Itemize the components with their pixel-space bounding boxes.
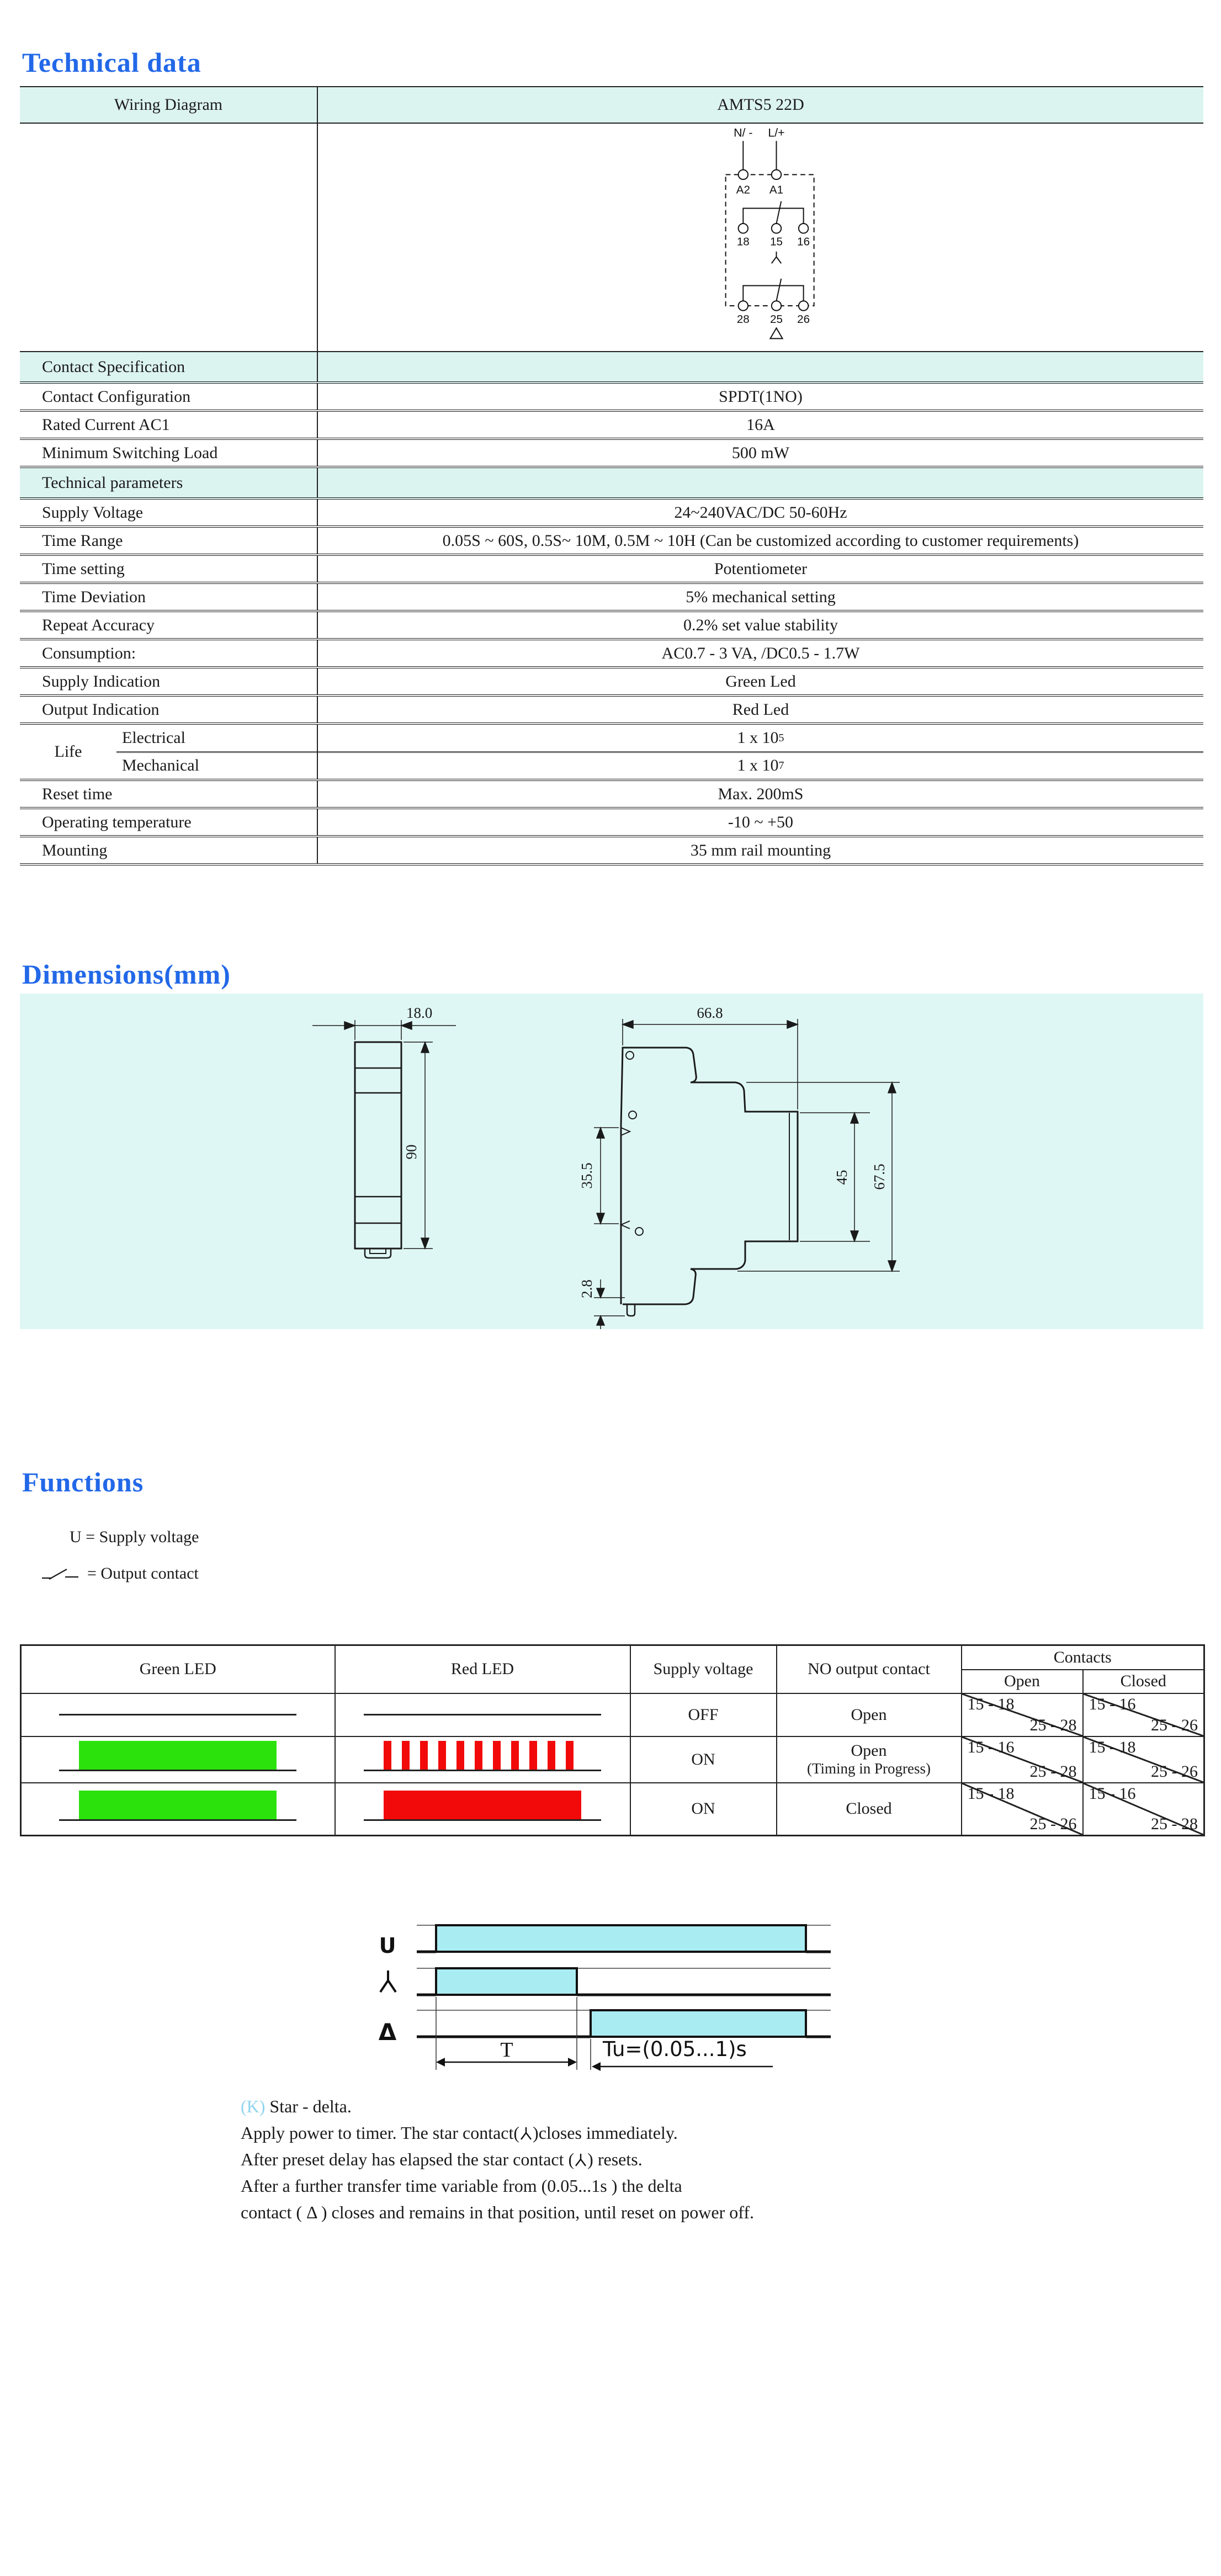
l-terminal-label: L/+ [768, 127, 785, 140]
table-row [20, 584, 1203, 612]
star-symbol-icon [574, 2152, 587, 2168]
contact-pair: 15 - 16 [1089, 1784, 1136, 1803]
side-inner-depth-dim: 45 [834, 1170, 850, 1185]
green-led-off-cell [21, 1693, 335, 1736]
contacts-closed-header: Closed [1083, 1670, 1204, 1693]
table-row [20, 612, 1203, 640]
row-value: 24~240VAC/DC 50-60Hz [674, 503, 847, 522]
red-led-off-cell [335, 1693, 630, 1736]
green-led-on-cell [21, 1783, 335, 1836]
led-off-line [364, 1714, 601, 1715]
green-led-header: Green LED [21, 1645, 335, 1693]
contact-symbol-icon [41, 1565, 79, 1582]
row-value: -10 ~ +50 [728, 812, 794, 831]
t16-label: 16 [797, 235, 810, 248]
supply-voltage-cell: OFF [630, 1693, 777, 1736]
life-row [20, 725, 1203, 781]
terminal-26 [799, 301, 808, 310]
row-label: Supply Voltage [20, 500, 318, 525]
t-delay-label: T [500, 2038, 513, 2062]
contacts-closed-cell [1083, 1736, 1204, 1783]
value-base: 1 x 10 [737, 756, 779, 775]
life-label: Life [54, 742, 82, 761]
contacts-closed-cell [1083, 1693, 1204, 1736]
contact-pair: 25 - 28 [1029, 1762, 1077, 1781]
red-led-header: Red LED [335, 1645, 630, 1693]
delta-symbol-icon [770, 328, 782, 338]
table-row [20, 440, 1203, 468]
contact-pair: 15 - 16 [1089, 1695, 1136, 1713]
row-label: Repeat Accuracy [20, 612, 318, 638]
contact-pair: 15 - 18 [967, 1784, 1015, 1803]
table-row [20, 87, 1203, 124]
functions-header-row1 [21, 1645, 1204, 1670]
led-baseline [59, 1819, 296, 1821]
contact-pair: 15 - 18 [1089, 1738, 1136, 1756]
row-value: 5% mechanical setting [686, 587, 836, 606]
table-row [20, 809, 1203, 837]
technical-data-table [20, 86, 1203, 865]
terminal-a2 [739, 170, 748, 179]
side-outer-depth-dim: 67.5 [871, 1164, 888, 1190]
life-values [318, 725, 1203, 779]
function-name: Star - delta. [269, 2096, 352, 2116]
description-line [241, 2093, 1102, 2120]
terminal-a1 [772, 170, 781, 179]
empty-cell [20, 124, 318, 351]
section-row [20, 352, 1203, 384]
contact-pair: 15 - 18 [967, 1695, 1015, 1713]
contact-pair: 25 - 26 [1151, 1715, 1198, 1734]
terminal-18 [739, 224, 748, 233]
side-width-dim: 66.8 [697, 1005, 723, 1021]
table-row [20, 640, 1203, 668]
led-baseline [364, 1770, 601, 1771]
dimensions-drawing-box [20, 994, 1203, 1329]
terminal-16 [799, 224, 808, 233]
row-label: Output Indication [20, 697, 318, 723]
contact1-blade [777, 201, 782, 224]
supply-voltage-cell: ON [630, 1783, 777, 1836]
row-label: Minimum Switching Load [20, 440, 318, 466]
life-left-cell [20, 725, 318, 779]
wiring-diagram-cell [318, 124, 1203, 351]
description-text: After preset delay has elapsed the star contact ( [241, 2149, 575, 2169]
row-value: Potentiometer [714, 559, 808, 578]
functions-heading: Functions [22, 1467, 144, 1497]
row-value: Green Led [725, 672, 796, 691]
no-output-cell: Closed [777, 1783, 962, 1836]
dimension-drawings [20, 994, 1203, 1329]
contact2-wires [743, 286, 803, 301]
timing-diagram [353, 1903, 850, 2085]
row-value: 500 mW [731, 443, 790, 462]
star-symbol-icon [519, 2126, 533, 2141]
table-row [20, 412, 1203, 440]
front-width-dim: 18.0 [406, 1005, 433, 1021]
u-pulse [436, 1925, 806, 1952]
table-row [20, 384, 1203, 412]
wiring-diagram-row [20, 124, 1203, 352]
supply-voltage-header: Supply voltage [630, 1645, 777, 1693]
contacts-closed-cell [1083, 1783, 1204, 1836]
contacts-open-cell [962, 1783, 1083, 1836]
row-value: Red Led [732, 700, 789, 719]
description-line: contact ( Δ ) closes and remains in that position, until reset on power off. [241, 2202, 754, 2222]
life-electrical-label: Electrical [116, 725, 317, 753]
section-row [20, 468, 1203, 500]
contacts-header: Contacts [962, 1645, 1204, 1670]
description-line: After a further transfer time variable from (0.05...1s ) the delta [241, 2176, 682, 2196]
row-label: Supply Indication [20, 668, 318, 694]
led-baseline [364, 1819, 601, 1821]
row-value: 0.05S ~ 60S, 0.5S~ 10M, 0.5M ~ 10H (Can be customized according to customer requirements) [442, 531, 1079, 550]
contact2-blade [777, 279, 782, 301]
led-baseline [59, 1770, 296, 1771]
row-value: AC0.7 - 3 VA, /DC0.5 - 1.7W [661, 644, 860, 662]
side-din-dim: 35.5 [578, 1162, 595, 1189]
red-led-on-cell [335, 1783, 630, 1836]
row-label: Reset time [20, 781, 318, 807]
tu-transfer-label: Tu=(0.05...1)s [603, 2037, 747, 2061]
terminal-15 [772, 224, 781, 233]
row-value: Max. 200mS [718, 784, 804, 803]
life-mechanical-value: 1 x 10 7 [737, 756, 784, 775]
contacts-open-cell [962, 1736, 1083, 1783]
green-led-on-cell [21, 1736, 335, 1783]
green-led-bar [79, 1791, 277, 1819]
life-sublabels [116, 725, 317, 779]
table-row [20, 668, 1203, 697]
row-label: Contact Configuration [20, 384, 318, 410]
wiring-diagram-label: Wiring Diagram [20, 87, 318, 123]
technical-data-heading: Technical data [22, 47, 201, 78]
star-track-icon [380, 1970, 396, 1992]
table-row [20, 697, 1203, 725]
no-output-cell: Open [777, 1693, 962, 1736]
functions-table [20, 1644, 1205, 1836]
row-label: Time Range [20, 528, 318, 554]
a1-label: A1 [769, 183, 784, 196]
description-line [241, 2146, 1102, 2173]
supply-leads [743, 141, 776, 169]
contacts-open-header: Open [962, 1670, 1083, 1693]
row-label: Mounting [20, 837, 318, 863]
no-output-contact-header: NO output contact [777, 1645, 962, 1693]
row-value: 16A [746, 415, 775, 434]
dimensions-heading: Dimensions(mm) [22, 959, 231, 990]
life-electrical-value: 1 x 10 5 [318, 725, 1203, 753]
legend-supply-voltage: U = Supply voltage [70, 1528, 199, 1546]
function-row-off [21, 1693, 1204, 1736]
contact-pair: 25 - 26 [1029, 1815, 1077, 1833]
front-view-dimensions [312, 1005, 456, 1249]
no-output-line1: Open [851, 1741, 887, 1760]
n-terminal-label: N/ - [734, 127, 753, 140]
star-symbol-icon [772, 252, 781, 263]
table-row [20, 781, 1203, 809]
table-row [20, 837, 1203, 865]
no-output-line2: (Timing in Progress) [806, 1760, 931, 1777]
row-value: 35 mm rail mounting [690, 841, 831, 859]
model-number: AMTS5 22D [717, 95, 804, 114]
row-label: Time Deviation [20, 584, 318, 610]
table-row [20, 528, 1203, 556]
table-row [20, 556, 1203, 584]
empty-cell [318, 468, 1203, 497]
side-view-drawing [621, 1048, 798, 1316]
no-output-cell [777, 1736, 962, 1783]
row-label: Rated Current AC1 [20, 412, 318, 438]
contact-pair: 15 - 16 [967, 1738, 1015, 1756]
t26-label: 26 [797, 312, 810, 326]
green-led-bar [79, 1741, 277, 1770]
supply-voltage-cell: ON [630, 1736, 777, 1783]
led-off-line [59, 1714, 296, 1715]
table-row [20, 500, 1203, 528]
front-view-drawing [355, 1042, 401, 1258]
empty-cell [318, 352, 1203, 381]
function-code: (K) [241, 2096, 266, 2116]
front-height-dim: 90 [403, 1144, 420, 1160]
row-value: 0.2% set value stability [683, 615, 838, 634]
row-label: Operating temperature [20, 809, 318, 835]
delta-pulse [591, 2010, 806, 2037]
u-track-label: U [379, 1934, 396, 1958]
value-base: 1 x 10 [737, 728, 779, 747]
function-row-timing [21, 1736, 1204, 1783]
t28-label: 28 [736, 312, 750, 326]
section-label: Contact Specification [20, 352, 318, 381]
delta-track-label: Δ [378, 2019, 397, 2046]
t18-label: 18 [736, 235, 750, 248]
row-label: Consumption: [20, 640, 318, 666]
row-label: Time setting [20, 556, 318, 582]
function-row-closed [21, 1783, 1204, 1836]
star-pulse [436, 1968, 577, 1995]
red-led-blink-cell [335, 1736, 630, 1783]
terminal-28 [739, 301, 748, 310]
a2-label: A2 [736, 183, 750, 196]
red-led-blinking-bar [384, 1741, 581, 1770]
description-text: ) resets. [587, 2149, 643, 2169]
t25-label: 25 [770, 312, 783, 326]
description-text: )closes immediately. [533, 2123, 678, 2143]
description-text: Apply power to timer. The star contact( [241, 2123, 520, 2143]
function-description [241, 2093, 1102, 2226]
legend-output-contact [41, 1564, 199, 1583]
contact-pair: 25 - 28 [1151, 1815, 1198, 1833]
red-led-bar [384, 1791, 581, 1819]
life-mechanical-label: Mechanical [122, 756, 199, 775]
terminal-25 [772, 301, 781, 310]
wiring-diagram [695, 127, 826, 348]
row-value: SPDT(1NO) [719, 387, 803, 406]
side-foot-dim: 2.8 [578, 1279, 595, 1298]
section-label: Technical parameters [20, 468, 318, 497]
description-line [241, 2120, 1102, 2146]
legend-output-contact-label: = Output contact [87, 1564, 199, 1582]
contact1-wires [743, 208, 803, 224]
contact-pair: 25 - 28 [1029, 1715, 1077, 1734]
contact-pair: 25 - 26 [1151, 1762, 1198, 1781]
t15-label: 15 [770, 235, 783, 248]
contacts-open-cell [962, 1693, 1083, 1736]
